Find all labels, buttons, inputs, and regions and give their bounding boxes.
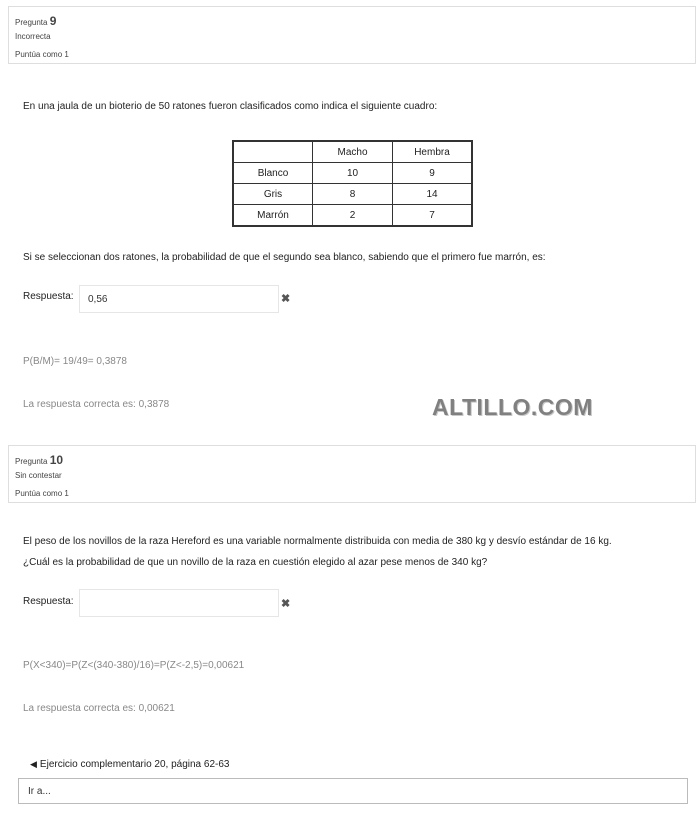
close-icon: ✖ bbox=[281, 293, 291, 305]
table-header-cell: Macho bbox=[313, 142, 393, 163]
question-grade: Puntúa como 1 bbox=[15, 489, 69, 498]
jump-to-select[interactable] bbox=[18, 778, 688, 804]
answer-input[interactable] bbox=[79, 285, 279, 313]
table-cell: Gris bbox=[234, 184, 313, 205]
answer-input[interactable] bbox=[79, 589, 279, 617]
table-cell: 9 bbox=[393, 163, 472, 184]
table-row bbox=[234, 142, 472, 163]
answer-label: Respuesta: bbox=[23, 596, 74, 607]
question-10-info bbox=[8, 445, 696, 503]
previous-activity-link[interactable] bbox=[30, 759, 229, 770]
question-10-text-1: El peso de los novillos de la raza Hereford es una variable normalmente distribuida con media de 380 kg y desvío estándar de 16 kg. bbox=[23, 536, 612, 547]
question-10-correct-answer: La respuesta correcta es: 0,00621 bbox=[23, 703, 175, 714]
close-icon: ✖ bbox=[281, 598, 291, 610]
answer-label: Respuesta: bbox=[23, 291, 74, 302]
question-9-intro: En una jaula de un bioterio de 50 ratones fueron clasificados como indica el siguiente cuadro: bbox=[23, 101, 438, 112]
table-row bbox=[234, 205, 472, 226]
table-cell: Blanco bbox=[234, 163, 313, 184]
question-number: 10 bbox=[49, 453, 64, 467]
question-9-info bbox=[8, 6, 696, 64]
question-9-feedback: P(B/M)= 19/49= 0,3878 bbox=[23, 356, 127, 367]
question-10-feedback: P(X<340)=P(Z<(340-380)/16)=P(Z<-2,5)=0,00621 bbox=[23, 660, 245, 671]
table-cell: 14 bbox=[393, 184, 472, 205]
table-cell: 2 bbox=[313, 205, 393, 226]
table-cell: 8 bbox=[313, 184, 393, 205]
question-state: Sin contestar bbox=[15, 471, 62, 480]
question-9-text: Si se seleccionan dos ratones, la probabilidad de que el segundo sea blanco, sabiendo que el primero fue marrón, es: bbox=[23, 252, 546, 263]
question-state: Incorrecta bbox=[15, 32, 51, 41]
table-header-cell: Hembra bbox=[393, 142, 472, 163]
question-10-text-2: ¿Cuál es la probabilidad de que un novillo de la raza en cuestión elegido al azar pese menos de 340 kg? bbox=[23, 557, 488, 568]
triangle-left-icon: ◀ bbox=[30, 759, 37, 769]
table-cell: 7 bbox=[393, 205, 472, 226]
question-9-header bbox=[15, 14, 56, 28]
table-row bbox=[234, 184, 472, 205]
jump-to-placeholder: Ir a... bbox=[28, 786, 51, 797]
table-cell: Marrón bbox=[234, 205, 313, 226]
previous-activity-label: Ejercicio complementario 20, página 62-63 bbox=[39, 759, 230, 770]
question-10-header bbox=[15, 453, 63, 467]
question-grade: Puntúa como 1 bbox=[15, 50, 69, 59]
table-cell: 10 bbox=[313, 163, 393, 184]
mice-table bbox=[233, 141, 472, 226]
table-row bbox=[234, 163, 472, 184]
question-label: Pregunta bbox=[15, 18, 48, 27]
table-cell bbox=[234, 142, 313, 163]
watermark-logo: ALTILLO.COM bbox=[432, 394, 593, 420]
question-number: 9 bbox=[49, 14, 57, 28]
question-label: Pregunta bbox=[15, 457, 48, 466]
question-9-correct-answer: La respuesta correcta es: 0,3878 bbox=[23, 399, 170, 410]
